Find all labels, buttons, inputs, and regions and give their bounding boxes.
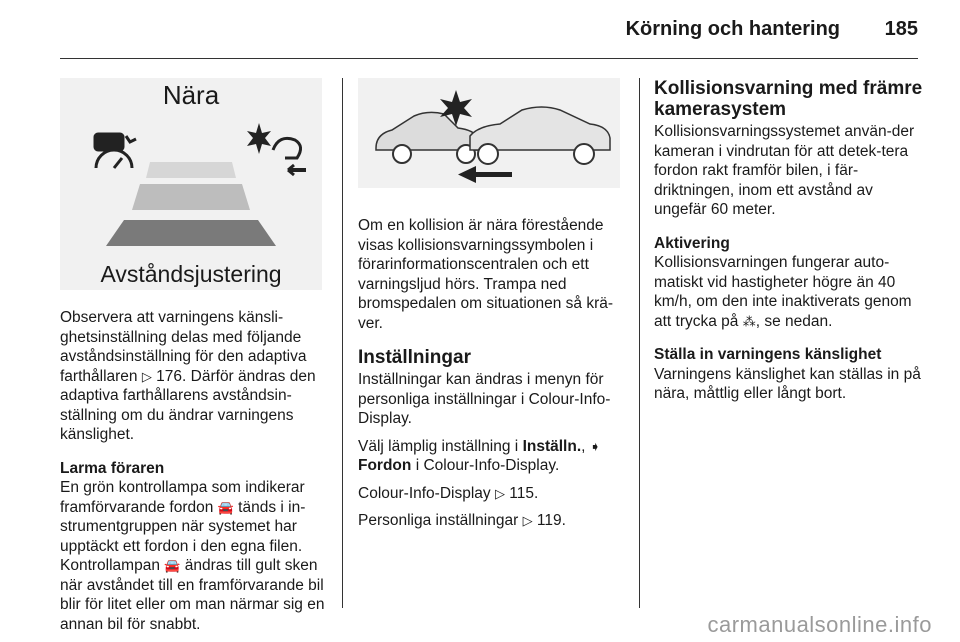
distance-bar-far (106, 220, 276, 246)
car-ahead-icon (470, 107, 610, 164)
camera-collision-text: Kollisionsvarningssystemet använ-der kameran i vindrutan för att detek-tera fordon rakt framför bilen, i fär-driktningen, inom ett avstånd av ungefär 60 meter. (654, 123, 915, 218)
activation-section: Aktivering Kollisionsvarningen fungerar auto-matiskt vid hastigheter högre än 40 km/h, om den inte inaktiverats genom att trycka på ⁂, se nedan. (654, 234, 924, 332)
choose-setting-text: Välj lämplig inställning i Inställn., ➧ Fordon i Colour-Info-Display. (358, 437, 601, 474)
settings-heading: Inställningar (358, 347, 471, 368)
near-label: Nära (162, 80, 220, 110)
sensitivity-section: Ställa in varningens känslighet Varningens känslighet kan ställas in på nära, måttlig eller långt bort. (654, 345, 924, 404)
distance-bars-illustration (60, 78, 322, 290)
column-2 (358, 78, 630, 545)
column-divider (639, 78, 640, 608)
column-1 (60, 78, 328, 642)
column-divider (342, 78, 343, 608)
section-title: Körning och hantering (625, 18, 840, 40)
distance-bar-medium (132, 184, 250, 210)
collision-illustration (358, 78, 620, 188)
ref-arrow-icon: ▷ (494, 485, 505, 501)
collision-warning-text: Om en kollision är nära förestående visas kollisionsvarningssymbolen i förarinformationscentralen och ett varningsljud hörs. Trampa ned bromspedalen om situationen så krä-ver. (358, 217, 614, 332)
column-3 (654, 78, 924, 418)
distance-bar-near (146, 162, 236, 178)
vehicle-ahead-gauge-icon (95, 134, 136, 168)
sensitivity-note: Observera att varningens känsli-ghetsinställning delas med följande avståndsinställning för den adaptiva farthållaren ▷ 176. Därför ändras den adaptiva farthållarens avståndsin-ställning om du ändrar varningens känslighet. (60, 309, 316, 443)
ref-arrow-icon: ▷ (141, 368, 152, 384)
vehicle-ahead-icon: 🚘 (164, 558, 181, 573)
alert-driver-section: Larma föraren En grön kontrollampa som indikerar framförvarande fordon 🚘 tänds i in-strumentgruppen när systemet har upptäckt ett fordon i den egna filen. Kontrollampan 🚘 ändras till gult sken när avståndet till en framförvarande bil blir för litet eller om man närmar sig en annan bil för snabbt. (60, 459, 328, 635)
page-number: 185 (884, 18, 918, 40)
ref-arrow-icon: ▷ (522, 513, 533, 528)
sensitivity-heading: Ställa in varningens känslighet (654, 346, 882, 363)
distance-adjust-label: Avståndsjustering (100, 260, 282, 287)
distance-adjust-figure (60, 78, 322, 290)
personal-settings-reference: Personliga inställningar ▷ 119. (358, 512, 566, 529)
cid-reference: Colour-Info-Display ▷ 115. (358, 484, 539, 502)
alert-heading: Larma föraren (60, 459, 165, 477)
collision-button-icon: ⁂ (742, 313, 756, 329)
camera-collision-heading: Kollisionsvarning med främre kamerasystem (654, 78, 923, 120)
header-rule (60, 58, 918, 59)
menu-settings: Inställn. (522, 437, 582, 455)
watermark: carmanualsonline.info (707, 612, 932, 637)
vehicle-ahead-icon: 🚘 (217, 499, 234, 515)
page-ref[interactable]: 176 (156, 367, 183, 385)
settings-text: Inställningar kan ändras i menyn för personliga inställningar i Colour-Info-Display. (358, 371, 611, 427)
collision-warning-icon (247, 123, 306, 175)
menu-vehicle: Fordon (358, 457, 412, 474)
collision-figure (358, 78, 620, 188)
activation-heading: Aktivering (654, 234, 730, 252)
own-car-icon (376, 112, 478, 163)
menu-arrow-icon: ➧ (589, 438, 601, 454)
page-ref[interactable]: 115 (509, 484, 535, 502)
page-ref[interactable]: 119 (536, 512, 562, 529)
page-header (0, 0, 960, 60)
direction-arrow-icon (458, 166, 512, 183)
